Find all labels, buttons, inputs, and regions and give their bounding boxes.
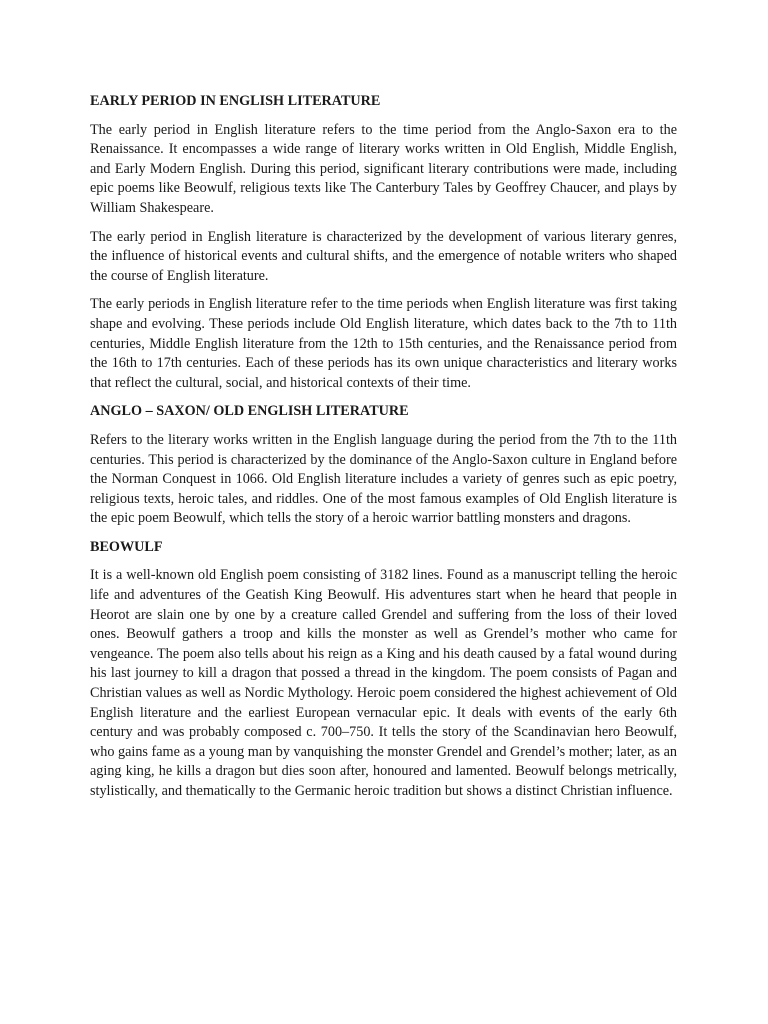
- section-beowulf: [90, 538, 677, 802]
- section-anglo-saxon: [90, 402, 677, 529]
- paragraph: The early period in English literature refers to the time period from the Anglo-Saxon era to the Renaissance. It encompasses a wide range of literary works written in Old English, Middle English, and Early Modern English. During this period, significant literary contributions were made, including epic poems like Beowulf, religious texts like The Canterbury Tales by Geoffrey Chaucer, and plays by William Shakespeare.: [90, 121, 677, 216]
- document-page: [90, 92, 677, 811]
- paragraph: The early periods in English literature refer to the time periods when English literature was first taking shape and evolving. These periods include Old English literature, which dates back to the 7th to 11th centuries, Middle English literature from the 12th to 15th centuries, and the Renaissance period from the 16th to 17th centuries. Each of these periods has its own unique characteristics and literary works that reflect the cultural, social, and historical contexts of their time.: [90, 296, 677, 391]
- section-heading: ANGLO – SAXON/ OLD ENGLISH LITERATURE: [90, 403, 409, 420]
- paragraph: The early period in English literature is characterized by the development of various literary genres, the influence of historical events and cultural shifts, and the emergence of notable writers who shaped the course of English literature.: [90, 228, 677, 284]
- paragraph: Refers to the literary works written in the English language during the period from the 7th to the 11th centuries. This period is characterized by the dominance of the Anglo-Saxon culture in England before the Norman Conquest in 1066. Old English literature includes a variety of genres such as epic poetry, religious texts, heroic tales, and riddles. One of the most famous examples of Old English literature is the epic poem Beowulf, which tells the story of a heroic warrior battling monsters and dragons.: [90, 431, 677, 527]
- section-heading: EARLY PERIOD IN ENGLISH LITERATURE: [90, 93, 381, 109]
- section-early-period: [90, 92, 677, 393]
- paragraph: It is a well-known old English poem consisting of 3182 lines. Found as a manuscript telling the heroic life and adventures of the Geatish King Beowulf. His adventures start when he heard that people in Heorot are slain one by one by a creature called Grendel and suffering from the loss of their loved ones. Beowulf gathers a troop and kills the monster as well as Grendel’s mother who came for vengeance. The poem also tells about his reign as a King and his death caused by a fatal wound during his last journey to kill a dragon that possed a thread in the kingdom. The poem consists of Pagan and Christian values as well as Nordic Mythology. Heroic poem considered the highest achievement of Old English literature and the earliest European vernacular epic. It deals with events of the early 6th century and was probably composed c. 700–750. It tells the story of the Scandinavian hero Beowulf, who gains fame as a young man by vanquishing the monster Grendel and Grendel’s mother; later, as an aging king, he kills a dragon but dies soon after, honoured and lamented. Beowulf belongs metrically, stylistically, and thematically to the Germanic heroic tradition but shows a distinct Christian influence.: [90, 567, 677, 799]
- section-heading: BEOWULF: [90, 538, 163, 555]
